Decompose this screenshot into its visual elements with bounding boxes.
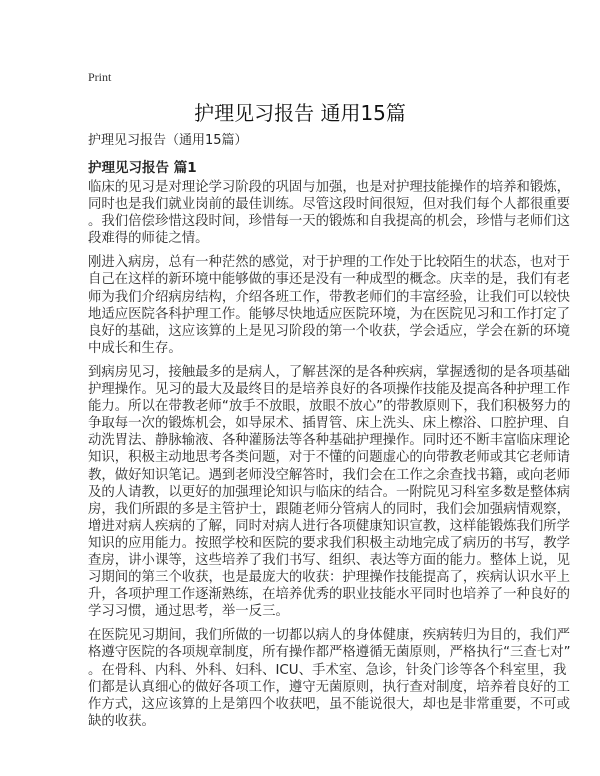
paragraph-line: 刚进入病房，总有一种茫然的感觉，对于护理的工作处于比较陌生的状态，也对于 [88, 255, 571, 271]
section-heading: 护理见习报告 篇1 [88, 160, 197, 176]
paragraph-line: 同时也是我们就业岗前的最佳训练。尽管这段时间很短，但对我们每个人都很重要 [88, 197, 571, 213]
paragraph-line: 动洗胃法、静脉输液、各种灌肠法等各种基础护理操作。同时还不断丰富临床理论 [88, 433, 571, 449]
paragraph-line: 缺的收获。 [88, 713, 155, 729]
document-subtitle: 护理见习报告（通用15篇） [88, 133, 248, 148]
paragraph [88, 364, 571, 620]
paragraph-line: 升，各项护理工作逐渐熟练，在培养优秀的职业技能水平同时也培养了一种良好的 [88, 587, 571, 603]
document-body [88, 179, 571, 737]
paragraph-line: 格遵守医院的各项规章制度，所有操作都严格遵循无菌原则，严格执行“三查七对” [88, 645, 571, 661]
paragraph-line: 学习习惯，通过思考，举一反三。 [88, 604, 289, 620]
paragraph-line: 知识，积极主动地思考各类问题，对于不懂的问题虚心的向带教老师或其它老师请 [88, 450, 571, 466]
page-title: 护理见习报告 通用15篇 [194, 101, 406, 125]
paragraph-line: 。在骨科、内科、外科、妇科、ICU、手术室、急诊，针灸门诊等各个科室里，我 [88, 662, 567, 678]
paragraph-line: 中成长和生存。 [88, 340, 182, 356]
paragraph-line: 习期间的第三个收获，也是最庞大的收获：护理操作技能提高了，疾病认识水平上 [88, 570, 571, 586]
paragraph-line: 知识的应用能力。按照学校和医院的要求我们积极主动地完成了病历的书写，教学 [88, 535, 571, 551]
paragraph-line: 地适应医院各科护理工作。能够尽快地适应医院环境，为在医院见习和工作打定了 [88, 306, 571, 322]
paragraph-line: 段难得的师徒之情。 [88, 231, 209, 247]
paragraph-line: 作方式，这应该算的上是第四个收获吧，虽不能说很大，却也是非常重要，不可或 [88, 696, 571, 712]
paragraph [88, 254, 571, 357]
paragraph-line: 师为我们介绍病房结构，介绍各班工作，带教老师们的丰富经验，让我们可以较快 [88, 289, 571, 305]
paragraph [88, 627, 571, 730]
paragraph-line: 增进对病人疾病的了解，同时对病人进行各项健康知识宣教，这样能锻炼我们所学 [88, 518, 571, 534]
paragraph-line: 房，我们所跟的多是主管护士，跟随老师分管病人的同时，我们会加强病情观察， [88, 501, 571, 517]
paragraph [88, 179, 571, 247]
paragraph-line: 自己在这样的新环境中能够做的事还是没有一种成型的概念。庆幸的是，我们有老 [88, 272, 571, 288]
paragraph-line: 到病房见习，接触最多的是病人，了解甚深的是各种疾病，掌握透彻的是各项基础 [88, 364, 571, 380]
paragraph-line: 临床的见习是对理论学习阶段的巩固与加强，也是对护理技能操作的培养和锻炼， [88, 180, 571, 195]
paragraph-line: 在医院见习期间，我们所做的一切都以病人的身体健康，疾病转归为目的，我们严 [88, 628, 571, 644]
paragraph-line: 及的人请教，以更好的加强理论知识与临床的结合。一附院见习科室多数是整体病 [88, 484, 571, 500]
paragraph-line: 。我们倍偿珍惜这段时间，珍惜每一天的锻炼和自我提高的机会，珍惜与老师们这 [88, 214, 571, 230]
paragraph-line: 护理操作。见习的最大及最终目的是培养良好的各项操作技能及提高各种护理工作 [88, 382, 571, 398]
paragraph-line: 争取每一次的锻炼机会，如导尿术、插胃管、床上洗头、床上檫浴、口腔护理、自 [88, 416, 571, 432]
paragraph-line: 查房，讲小课等，这些培养了我们书写、组织、表达等方面的能力。整体上说，见 [88, 552, 571, 568]
paragraph-line: 教，做好知识笔记。遇到老师没空解答时，我们会在工作之余查找书籍，或向老师 [88, 467, 571, 483]
paragraph-line: 们都是认真细心的做好各项工作，遵守无菌原则，执行查对制度，培养着良好的工 [88, 679, 571, 695]
paragraph-line: 良好的基础，这应该算的上是见习阶段的第一个收获，学会适应，学会在新的环境 [88, 323, 571, 339]
print-link[interactable]: Print [88, 70, 112, 84]
paragraph-line: 能力。所以在带教老师“放手不放眼，放眼不放心”的带教原则下，我们积极努力的 [88, 399, 571, 415]
